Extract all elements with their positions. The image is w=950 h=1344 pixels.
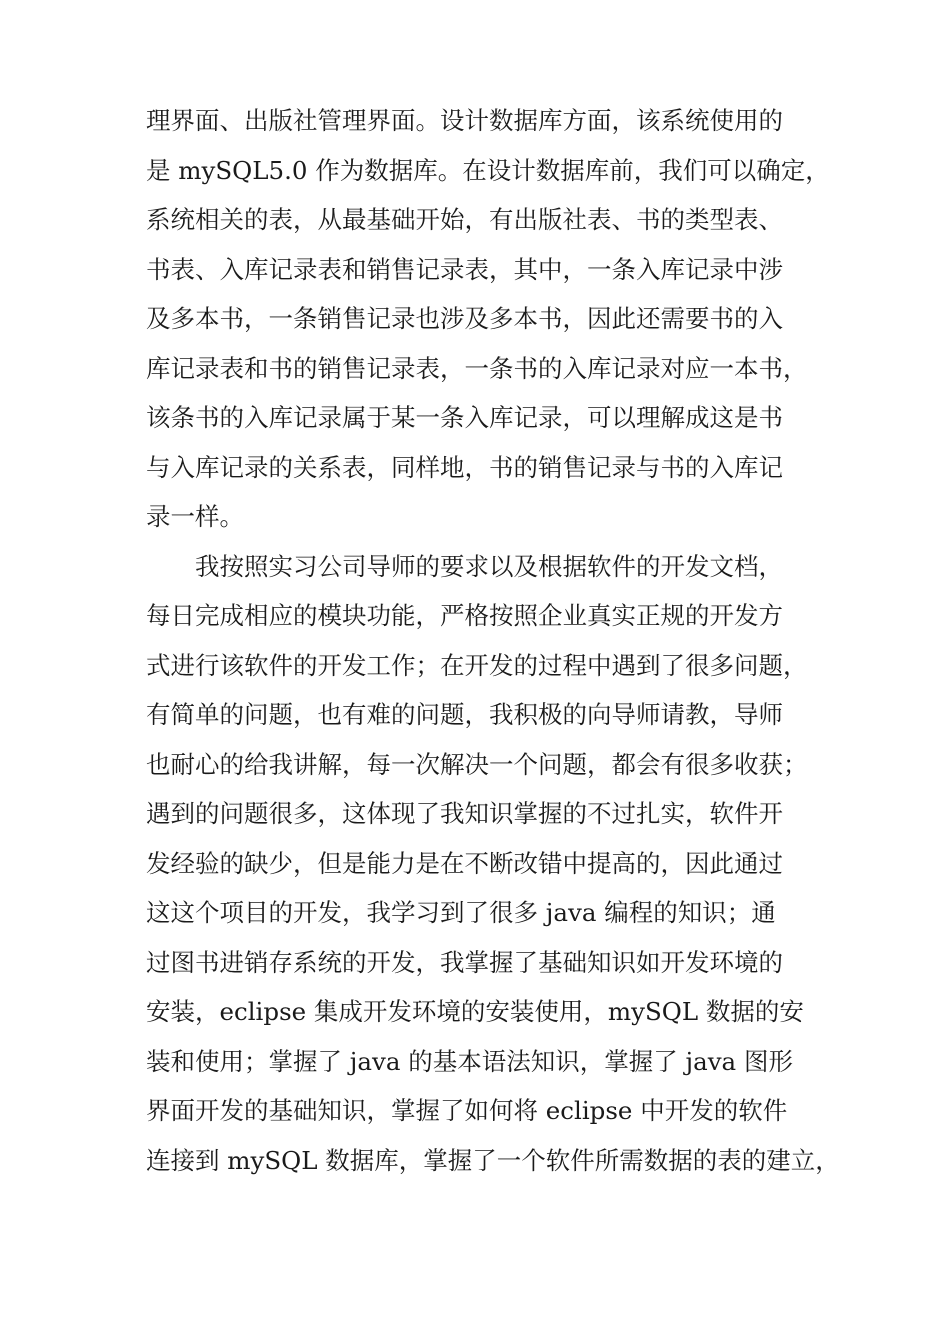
text-line: 书表、入库记录表和销售记录表，其中，一条入库记录中涉 [146, 254, 783, 284]
text-line: 该条书的入库记录属于某一条入库记录，可以理解成这是书 [146, 403, 783, 432]
text-line: 库记录表和书的销售记录表，一条书的入库记录对应一本书， [146, 353, 808, 383]
text-line: 录一样。 [146, 502, 244, 531]
text-line: 系统相关的表，从最基础开始，有出版社表、书的类型表、 [146, 205, 783, 234]
text-line: 过图书进销存系统的开发，我掌握了基础知识如开发环境的 [146, 947, 783, 977]
text-line: 遇到的问题很多，这体现了我知识掌握的不过扎实，软件开 [146, 799, 783, 828]
text-line: 连接到 mySQL 数据库，掌握了一个软件所需数据的表的建立， [146, 1145, 840, 1175]
text-line: 是 mySQL5.0 作为数据库。在设计数据库前，我们可以确定， [146, 155, 830, 185]
text-line: 这这个项目的开发，我学习到了很多 java 编程的知识；通 [146, 898, 776, 927]
text-line: 及多本书，一条销售记录也涉及多本书，因此还需要书的入 [146, 304, 783, 333]
text-line: 理界面、出版社管理界面。设计数据库方面，该系统使用的 [146, 106, 783, 135]
text-line: 发经验的缺少，但是能力是在不断改错中提高的，因此通过 [146, 848, 783, 878]
text-line: 装和使用；掌握了 java 的基本语法知识，掌握了 java 图形 [146, 1046, 793, 1076]
text-line: 有简单的问题，也有难的问题，我积极的向导师请教，导师 [146, 700, 783, 729]
text-line: 安装，eclipse 集成开发环境的安装使用，mySQL 数据的安 [146, 997, 804, 1026]
text-line: 每日完成相应的模块功能，严格按照企业真实正规的开发方 [146, 601, 783, 630]
body-text [146, 96, 840, 1185]
text-line: 也耐心的给我讲解，每一次解决一个问题，都会有很多收获； [146, 749, 808, 779]
text-line: 界面开发的基础知识，掌握了如何将 eclipse 中开发的软件 [146, 1096, 788, 1125]
text-line: 与入库记录的关系表，同样地，书的销售记录与书的入库记 [146, 452, 783, 482]
text-line: 式进行该软件的开发工作；在开发的过程中遇到了很多问题， [146, 650, 808, 680]
text-line: 我按照实习公司导师的要求以及根据软件的开发文档， [195, 551, 783, 581]
